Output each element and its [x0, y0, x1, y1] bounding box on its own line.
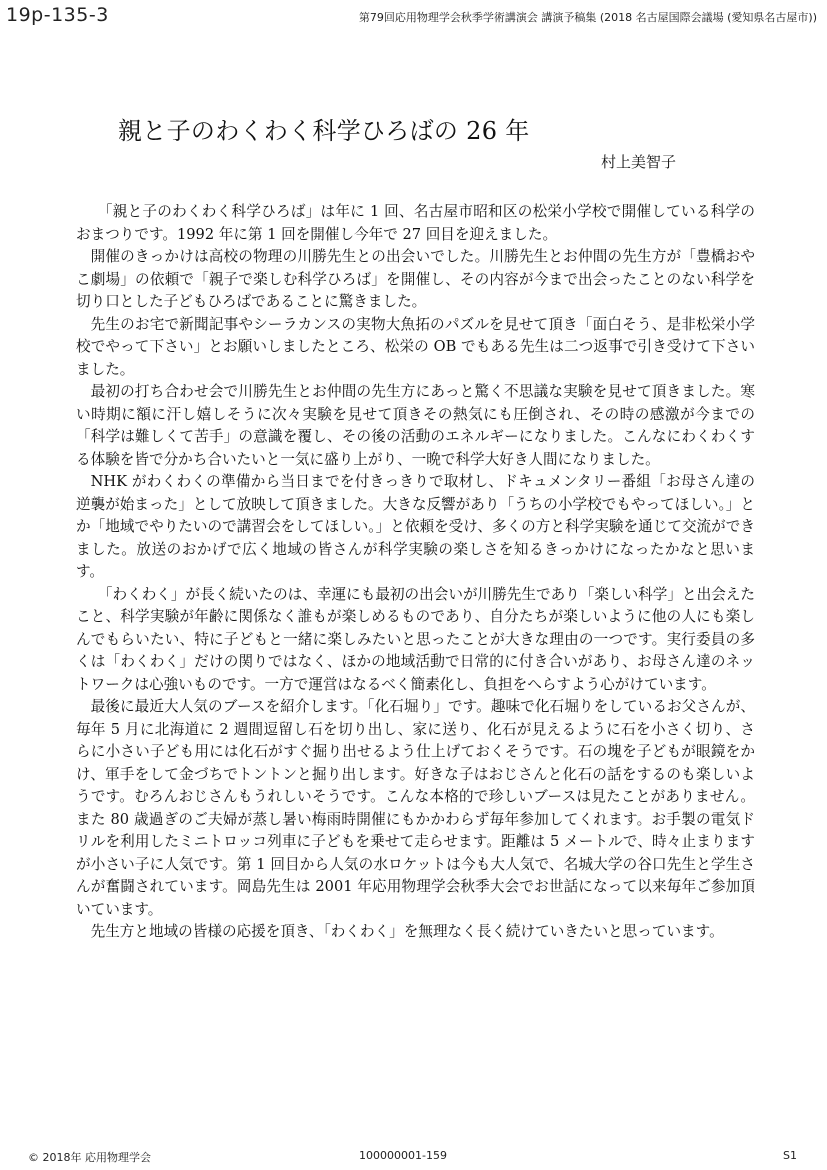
paragraph: 先生方と地域の皆様の応援を頂き、「わくわく」を無理なく長く続けていきたいと思っています。: [90, 923, 724, 940]
paragraph: 最初の打ち合わせ会で川勝先生とお仲間の先生方にあっと驚く不思議な実験を見せて頂きました。寒い時期に額に汗し嬉しそうに次々実験を見せて頂きその熱気にも圧倒され、その時の感激が今までの「科学は難しくて苦手」の意識を覆し、その後の活動のエネルギーになりました。こんなにわくわくする体験を皆で分かち合いたいと一気に盛り上がり、一晩で科学大好き人間になりました。: [76, 383, 755, 468]
paragraph: 開催のきっかけは高校の物理の川勝先生との出会いでした。川勝先生とお仲間の先生方が「豊橋おやこ劇場」の依頼で「親子で楽しむ科学ひろば」を開催し、その内容が今まで出会ったことのない科学を切り口とした子どもひろばであることに驚きました。: [76, 248, 755, 310]
paragraph: 先生のお宅で新聞記事やシーラカンスの実物大魚拓のパズルを見せて頂き「面白そう、是非松栄小学校でやって下さい」とお願いしましたところ、松栄の OB でもある先生は二つ返事で引き受けて下さいました。: [76, 315, 755, 378]
document-number: 100000001-159: [359, 1149, 447, 1162]
paragraph: 「親と子のわくわく科学ひろば」は年に 1 回、名古屋市昭和区の松栄小学校で開催している科学のおまつりです。1992 年に第 1 回を開催し今年で 27 回目を迎えました。: [76, 203, 755, 243]
author-name: 村上美智子: [601, 153, 677, 171]
paragraph: NHK がわくわくの準備から当日までを付きっきりで取材し、ドキュメンタリー番組「お母さん達の逆襲が始まった」として放映して頂きました。大きな反響があり「うちの小学校でもやってほしい。」とか「地域でやりたいので講習会をしてほしい。」と依頼を受け、多くの方と科学実験を通じて交流ができました。放送のおかげで広く地域の皆さんが科学実験の楽しさを知るきっかけになったかなと思います。: [76, 473, 755, 580]
paper-title: 親と子のわくわく科学ひろばの 26 年: [118, 117, 530, 145]
paper-id: 19p-135-3: [6, 4, 109, 26]
copyright-notice: © 2018年 応用物理学会: [28, 1151, 151, 1164]
page-number: S1: [783, 1149, 797, 1162]
paragraph: 最後に最近大人気のブースを紹介します。「化石堀り」です。趣味で化石堀りをしているお父さんが、毎年 5 月に北海道に 2 週間逗留し石を切り出し、家に送り、化石が見えるように石を小さく切り、さらに小さい子ども用には化石がすぐ掘り出せるよう仕上げておくそうです。石の塊を子どもが眼鏡をかけ、軍手をして金づちでトントンと掘り出します。好きな子はおじさんと化石の話をするのも楽しいようです。むろんおじさんもうれしいそうです。こんな本格的で珍しいブースは見たことがありません。また 80 歳過ぎのご夫婦が蒸し暑い梅雨時開催にもかかわらず毎年参加してくれます。お手製の電気ドリルを利用したミニトロッコ列車に子どもを乗せて走らせます。距離は 5 メートルで、時々止まりますが小さい子に人気です。第 1 回目から人気の水ロケットは今も大人気で、名城大学の谷口先生と学生さんが奮闘されています。岡島先生は 2001 年応用物理学会秋季大会でお世話になって以来毎年ご参加頂いています。: [76, 698, 755, 918]
paper-body: [76, 201, 755, 944]
conference-header: 第79回応用物理学会秋季学術講演会 講演予稿集 (2018 名古屋国際会議場 (愛知県名古屋市)): [358, 11, 817, 24]
paragraph: 「わくわく」が長く続いたのは、幸運にも最初の出会いが川勝先生であり「楽しい科学」と出会えたこと、科学実験が年齢に関係なく誰もが楽しめるものであり、自分たちが楽しいように他の人にも楽しんでもらいたい、特に子どもと一緒に楽しみたいと思ったことが大きな理由の一つです。実行委員の多くは「わくわく」だけの関りではなく、ほかの地域活動で日常的に付き合いがあり、お母さん達のネットワークは心強いものです。一方で運営はなるべく簡素化し、負担をへらすよう心がけています。: [76, 585, 755, 693]
